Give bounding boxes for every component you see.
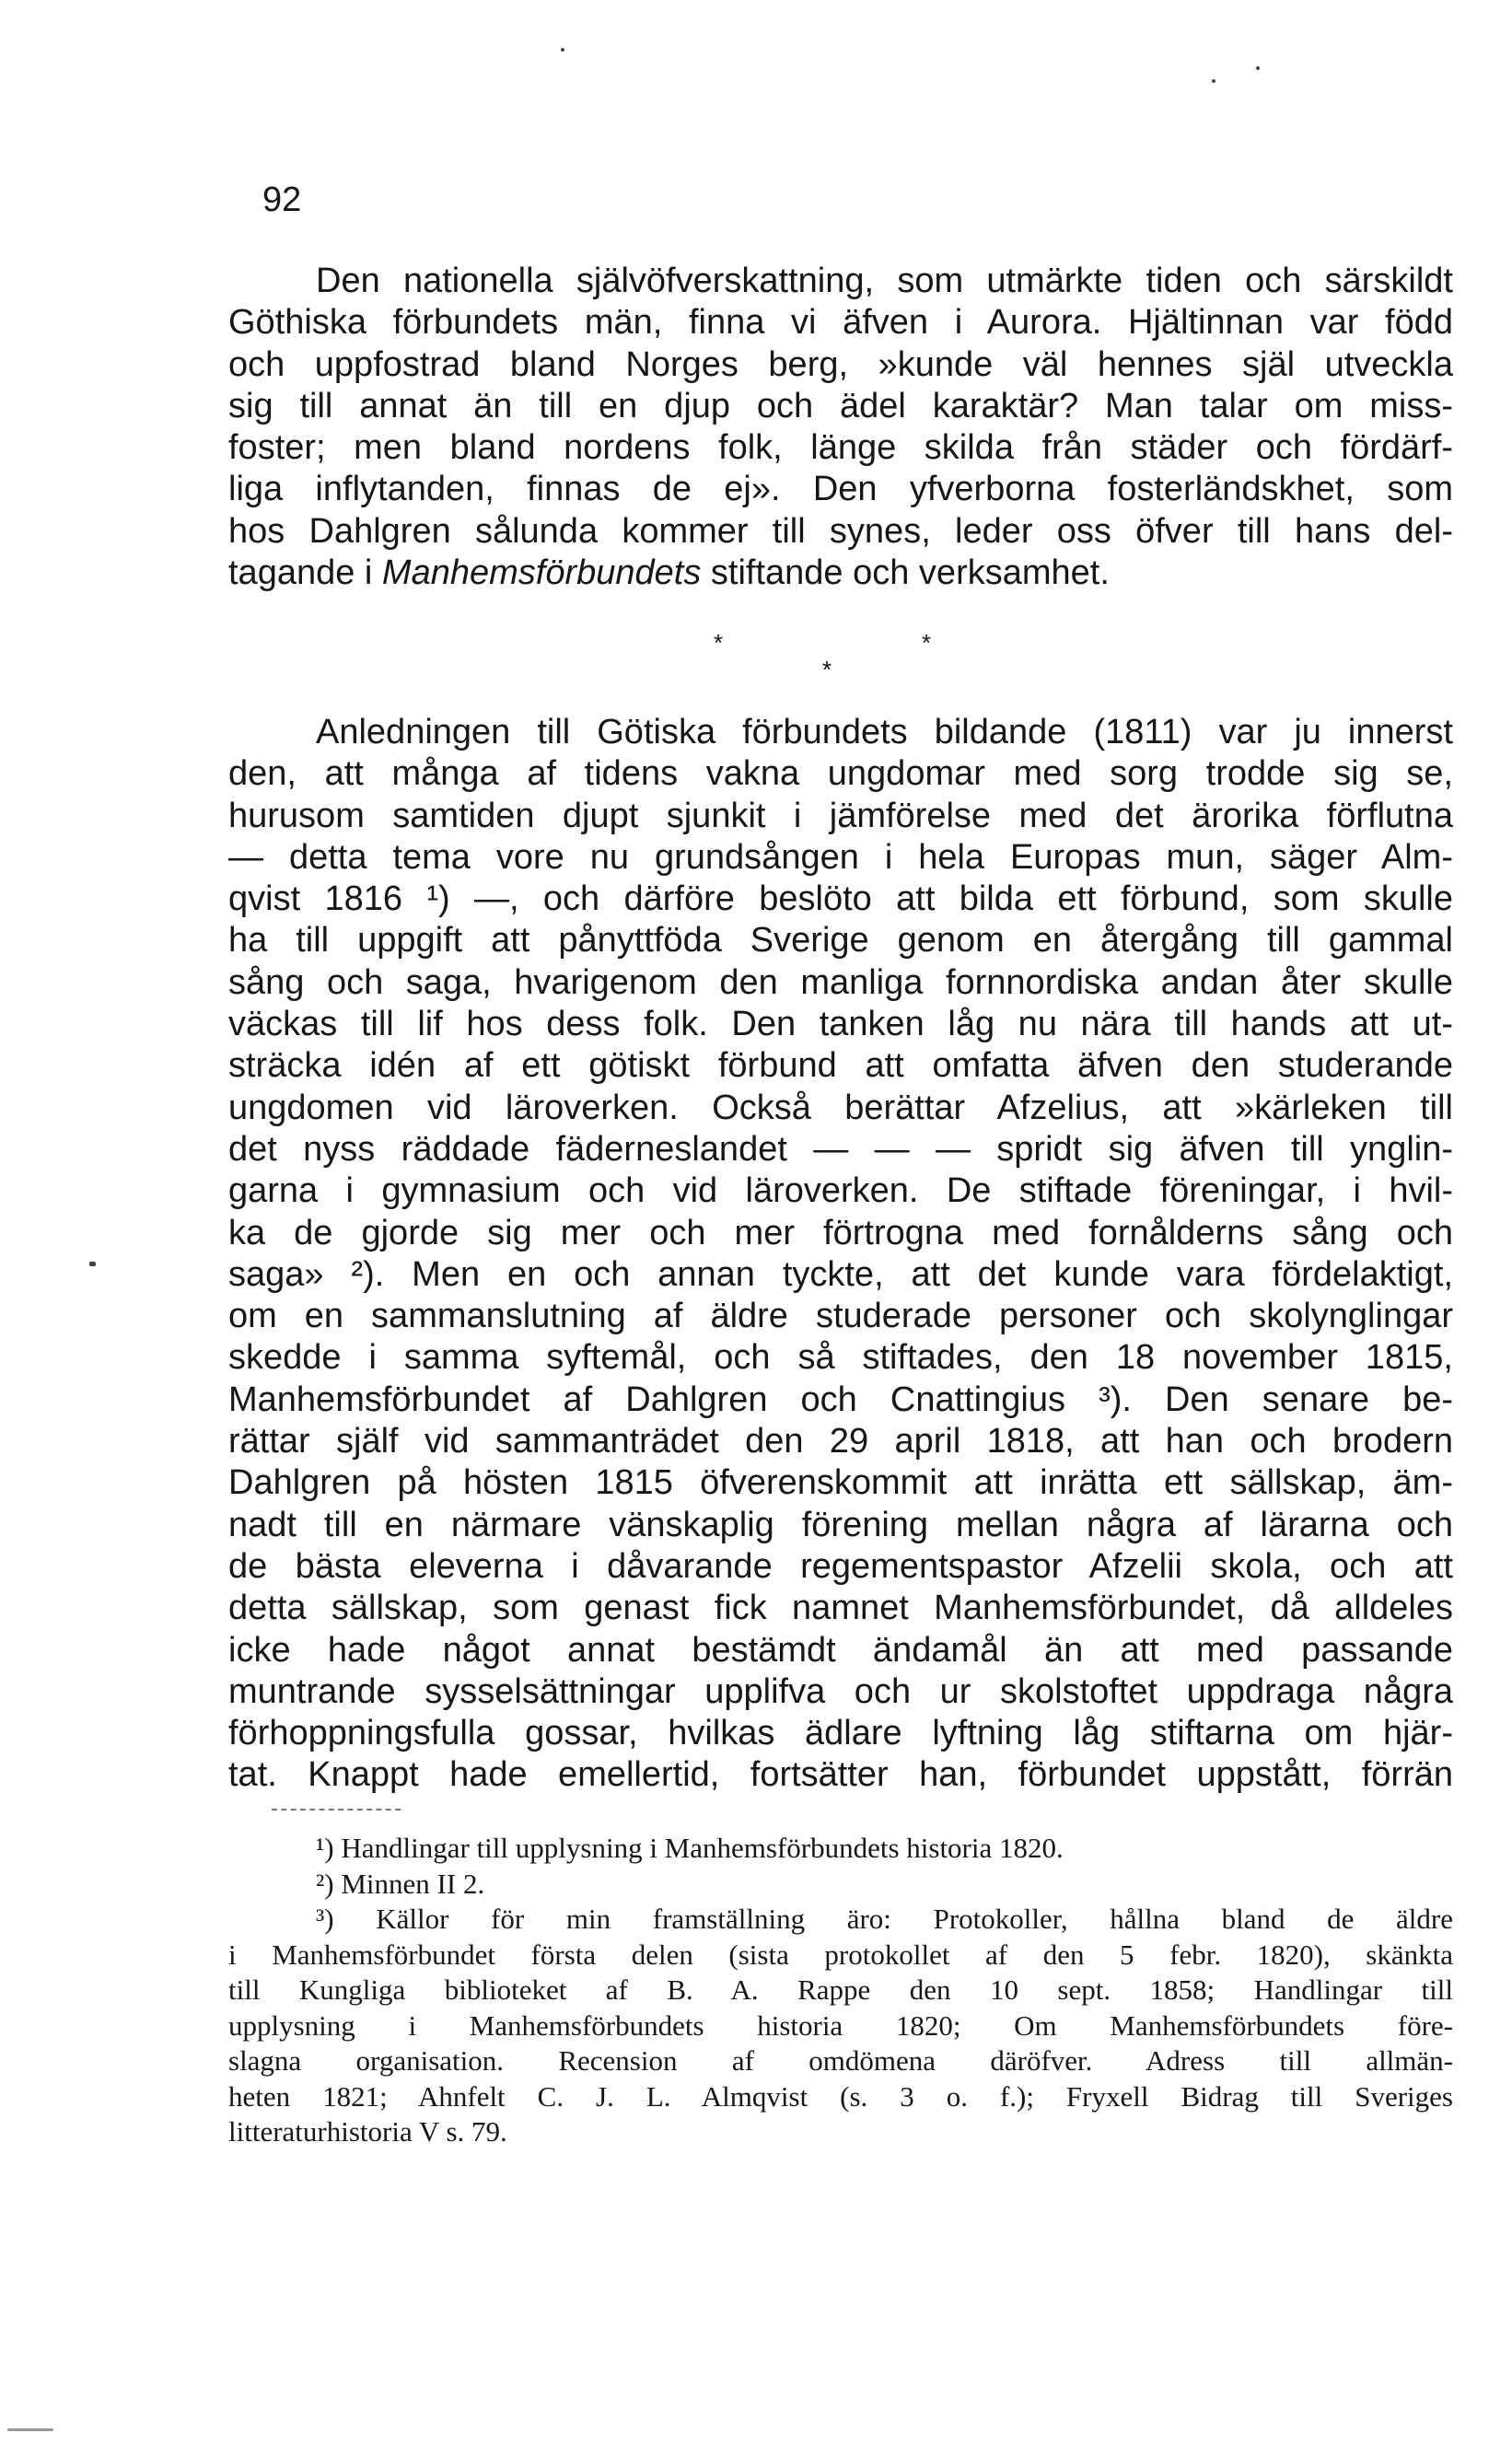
text-line: den, att många af tidens vakna ungdomar med sorg trodde sig se, xyxy=(228,754,1453,794)
text-line: ka de gjorde sig mer och mer förtrogna med fornålderns sång och xyxy=(228,1213,1453,1252)
text-line: Den nationella självöfverskattning, som utmärkte tiden och särskildt xyxy=(316,262,1453,300)
footnote-3-line: heten 1821; Ahnfelt C. J. L. Almqvist (s. 3 o. f.); Fryxell Bidrag till Sveriges xyxy=(228,2079,1453,2113)
speck-mark xyxy=(561,48,564,52)
text-segment: tagande i xyxy=(228,553,382,593)
footnote-3-line: upplysning i Manhemsförbundets historia 1820; Om Manhemsförbundets före- xyxy=(228,2008,1453,2042)
italic-title: Manhemsförbundets xyxy=(381,553,702,593)
text-line: sträcka idén af ett götiskt förbund att omfatta äfven den studerande xyxy=(228,1046,1453,1086)
text-line: foster; men bland nordens folk, länge skilda från städer och fördärf- xyxy=(228,428,1453,468)
text-line: och uppfostrad bland Norges berg, »kunde väl hennes själ utveckla xyxy=(228,344,1453,384)
text-line: nadt till en närmare vänskaplig förening mellan några af lärarna och xyxy=(228,1505,1453,1544)
speck-mark xyxy=(1256,66,1260,70)
footnote-1: ¹) Handlingar till upplysning i Manhemsförbundets historia 1820. xyxy=(316,1832,1064,1864)
text-line: sig till annat än till en djup och ädel karaktär? Man talar om miss- xyxy=(228,386,1453,425)
text-segment: stiftande och verksamhet. xyxy=(701,553,1110,593)
text-line: Anledningen till Götiska förbundets bildande (1811) var ju innerst xyxy=(316,713,1453,751)
text-line: tat. Knappt hade emellertid, fortsätter han, förbundet uppstått, förrän xyxy=(228,1755,1453,1795)
asterisk-symbol: * xyxy=(714,629,724,657)
paragraph-1 xyxy=(228,261,1453,594)
footnotes xyxy=(228,1831,1453,2150)
footnote-3-line: ³) Källor för min framställning äro: Protokoller, hållna bland de äldre xyxy=(316,1903,1453,1935)
text-line: de bästa eleverna i dåvarande regementspastor Afzelii skola, och att xyxy=(228,1546,1453,1586)
footnote-3-line: slagna organisation. Recension af omdömena däröfver. Adress till allmän- xyxy=(228,2044,1453,2077)
page-number: 92 xyxy=(262,180,302,219)
text-line: — detta tema vore nu grundsången i hela Europas mun, säger Alm- xyxy=(228,837,1453,877)
text-line: hurusom samtiden djupt sjunkit i jämförelse med det ärorika förflutna xyxy=(228,796,1453,835)
footnote-divider xyxy=(272,1809,401,1810)
asterisk-symbol: * xyxy=(922,629,932,657)
text-line: Göthiska förbundets män, finna vi äfven i Aurora. Hjältinnan var född xyxy=(228,303,1453,343)
text-line: ungdomen vid läroverken. Också berättar Afzelius, att »kärleken till xyxy=(228,1088,1453,1127)
text-line: rättar själf vid sammanträdet den 29 april 1818, att han och brodern xyxy=(228,1422,1453,1461)
text-line: väckas till lif hos dess folk. Den tanken låg nu nära till hands att ut- xyxy=(228,1005,1453,1044)
asterisk-symbol: * xyxy=(822,656,832,683)
text-line: Manhemsförbundet af Dahlgren och Cnattingius ³). Den senare be- xyxy=(228,1380,1453,1419)
text-line xyxy=(228,553,1453,594)
text-line: muntrande sysselsättningar upplifva och ur skolstoftet uppdraga några xyxy=(228,1671,1453,1711)
footnote-2: ²) Minnen II 2. xyxy=(316,1867,485,1900)
text-line: qvist 1816 ¹) —, och därföre beslöto att bilda ett förbund, som skulle xyxy=(228,879,1453,919)
paragraph-2 xyxy=(228,712,1453,1797)
text-line: garna i gymnasium och vid läroverken. De stiftade föreningar, i hvil- xyxy=(228,1171,1453,1211)
text-line: detta sällskap, som genast fick namnet Manhemsförbundet, då alldeles xyxy=(228,1589,1453,1628)
text-line: det nyss räddade fäderneslandet — — — spridt sig äfven till ynglin- xyxy=(228,1129,1453,1169)
footnote-3-line: till Kungliga biblioteket af B. A. Rappe den 10 sept. 1858; Handlingar till xyxy=(228,1973,1453,2006)
text-line: liga inflytanden, finnas de ej». Den yfverborna fosterländskhet, som xyxy=(228,470,1453,509)
footnote-3-line: litteraturhistoria V s. 79. xyxy=(228,2115,507,2148)
text-line: om en sammanslutning af äldre studerade personer och skolynglingar xyxy=(228,1297,1453,1336)
speck-mark xyxy=(89,1262,96,1266)
text-line: Dahlgren på hösten 1815 öfverenskommit att inrätta ett sällskap, äm- xyxy=(228,1463,1453,1503)
text-line: saga» ²). Men en och annan tyckte, att det kunde vara fördelaktigt, xyxy=(228,1254,1453,1294)
footnote-3-line: i Manhemsförbundet första delen (sista protokollet af den 5 febr. 1820), skänkta xyxy=(228,1938,1453,1971)
text-line: sång och saga, hvarigenom den manliga fornnordiska andan åter skulle xyxy=(228,962,1453,1002)
edge-mark xyxy=(7,2428,53,2431)
text-line: hos Dahlgren sålunda kommer till synes, leder oss öfver till hans del- xyxy=(228,511,1453,551)
text-line: ha till uppgift att pånyttföda Sverige genom en återgång till gammal xyxy=(228,921,1453,961)
text-line: förhoppningsfulla gossar, hvilkas ädlare lyftning låg stiftarna om hjär- xyxy=(228,1714,1453,1753)
speck-mark xyxy=(1212,79,1215,83)
text-line: skedde i samma syftemål, och så stiftades, den 18 november 1815, xyxy=(228,1338,1453,1378)
text-line: icke hade något annat bestämdt ändamål än att med passande xyxy=(228,1630,1453,1670)
